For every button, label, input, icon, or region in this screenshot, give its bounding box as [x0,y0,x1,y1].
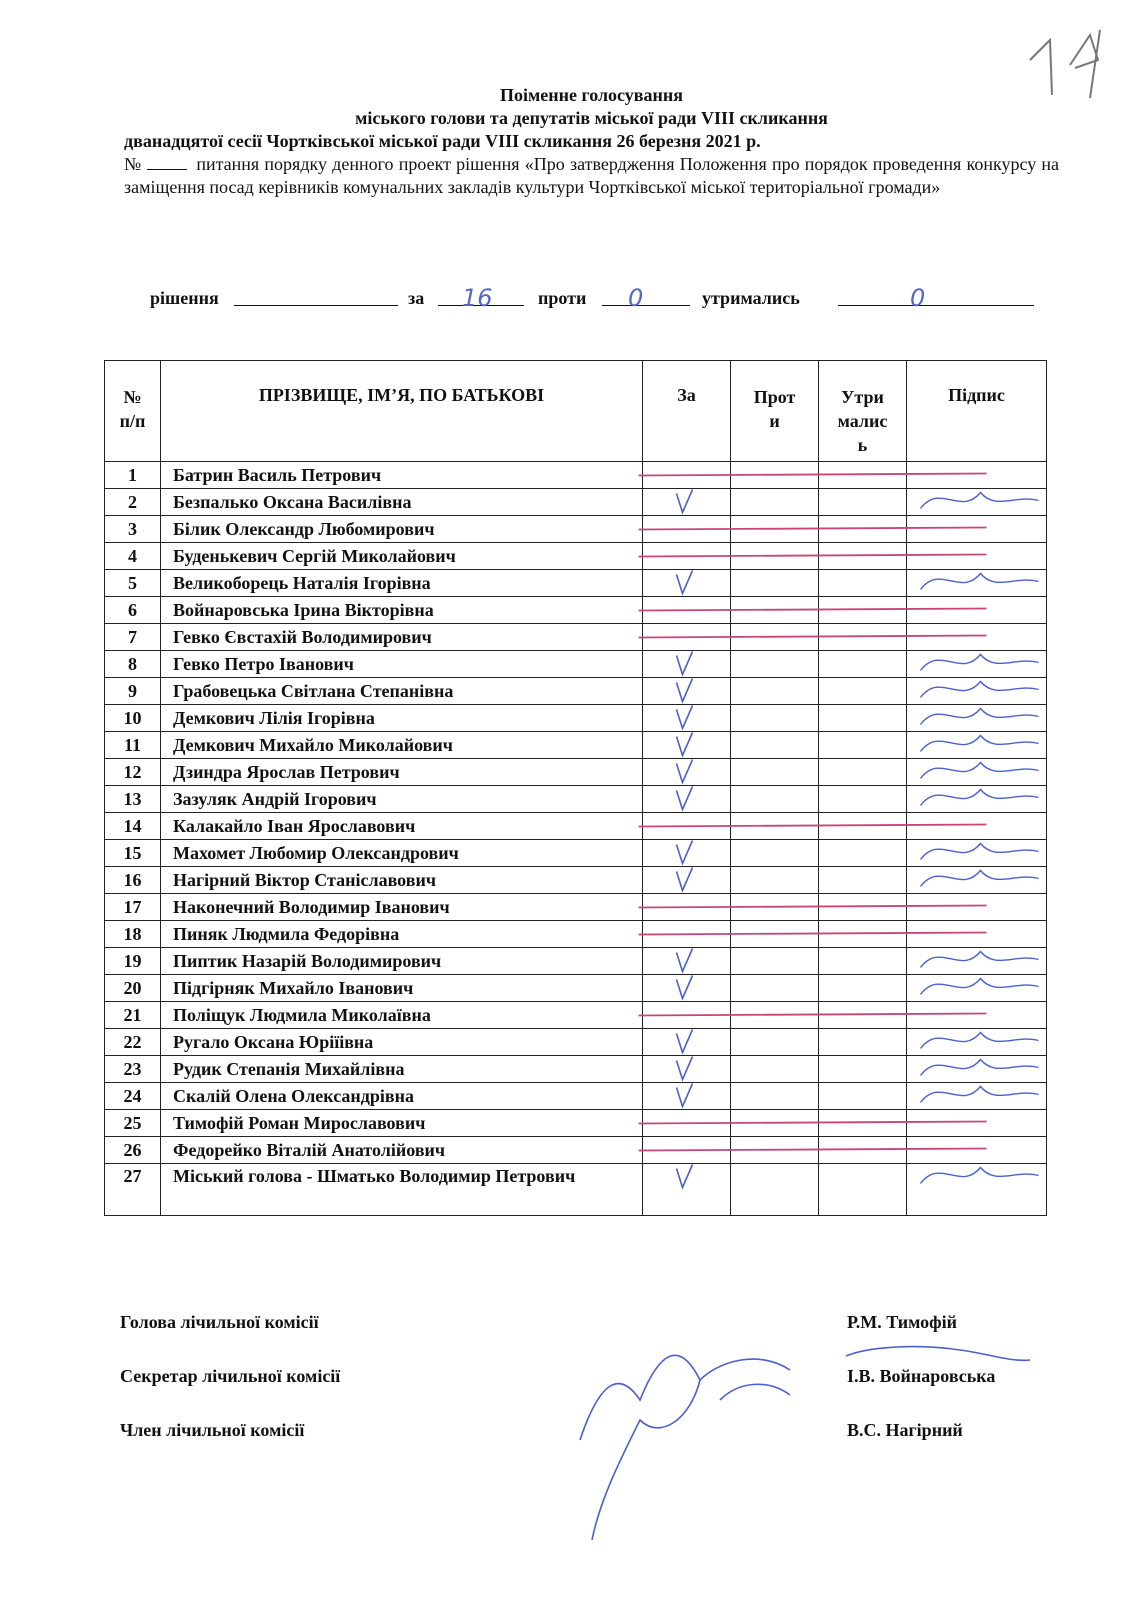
row-number-cell: 8 [105,651,161,678]
row-name-cell: Нагірний Віктор Станіславович [161,867,643,894]
row-for-cell [643,597,731,624]
row-number-cell: 25 [105,1110,161,1137]
row-name-cell: Демкович Лілія Ігорівна [161,705,643,732]
row-for-cell [643,651,731,678]
row-name-cell: Пиптик Назарій Володимирович [161,948,643,975]
row-name-cell: Буденькевич Сергій Миколайович [161,543,643,570]
row-against-cell [731,678,819,705]
row-abstained-cell [819,840,907,867]
row-abstained-cell [819,462,907,489]
row-for-cell [643,516,731,543]
abstained-blank [838,304,1034,306]
row-number-cell: 2 [105,489,161,516]
row-for-cell [643,1137,731,1164]
row-name-cell: Дзиндра Ярослав Петрович [161,759,643,786]
row-number-cell: 7 [105,624,161,651]
row-signature-cell [907,975,1047,1002]
row-abstained-cell [819,732,907,759]
row-number-cell: 14 [105,813,161,840]
table-row [105,867,1047,894]
table-row [105,1137,1047,1164]
row-signature-cell [907,1056,1047,1083]
row-number-cell: 26 [105,1137,161,1164]
row-signature-cell [907,516,1047,543]
table-row [105,1110,1047,1137]
row-number-cell: 21 [105,1002,161,1029]
row-name-cell: Войнаровська Ірина Вікторівна [161,597,643,624]
header-session: дванадцятої сесії Чортківської міської ради VIII скликання 26 березня 2021 р. [124,131,761,151]
row-name-cell: Поліщук Людмила Миколаївна [161,1002,643,1029]
table-row [105,975,1047,1002]
row-number-cell: 13 [105,786,161,813]
row-for-cell [643,1164,731,1216]
row-number-cell: 24 [105,1083,161,1110]
row-number-cell: 3 [105,516,161,543]
row-abstained-cell [819,867,907,894]
row-number-cell: 11 [105,732,161,759]
row-against-cell [731,651,819,678]
row-for-cell [643,543,731,570]
table-row [105,570,1047,597]
row-for-cell [643,894,731,921]
secretary-name: І.В. Войнаровська [847,1366,996,1386]
row-name-cell: Білик Олександр Любомирович [161,516,643,543]
row-for-cell [643,786,731,813]
row-against-cell [731,1002,819,1029]
row-against-cell [731,1083,819,1110]
row-abstained-cell [819,786,907,813]
row-signature-cell [907,813,1047,840]
row-for-cell [643,975,731,1002]
row-signature-cell [907,1164,1047,1216]
row-signature-cell [907,651,1047,678]
row-abstained-cell [819,921,907,948]
row-signature-cell [907,678,1047,705]
row-for-cell [643,678,731,705]
row-signature-cell [907,921,1047,948]
row-signature-cell [907,624,1047,651]
row-name-cell: Калакайло Іван Ярославович [161,813,643,840]
row-abstained-cell [819,1083,907,1110]
table-row [105,1056,1047,1083]
row-signature-cell [907,1002,1047,1029]
row-signature-cell [907,597,1047,624]
row-name-cell: Зазуляк Андрій Ігорович [161,786,643,813]
row-name-cell: Скалій Олена Олександрівна [161,1083,643,1110]
row-abstained-cell [819,894,907,921]
footer-signature-scribble-3 [846,1347,1030,1361]
row-for-cell [643,570,731,597]
row-signature-cell [907,786,1047,813]
row-for-cell [643,840,731,867]
table-row [105,948,1047,975]
row-number-cell: 17 [105,894,161,921]
row-number-cell: 18 [105,921,161,948]
row-signature-cell [907,948,1047,975]
table-row [105,786,1047,813]
row-for-cell [643,489,731,516]
table-header-row [105,361,1047,462]
row-signature-cell [907,1029,1047,1056]
table-row [105,840,1047,867]
row-against-cell [731,597,819,624]
row-against-cell [731,921,819,948]
row-for-cell [643,921,731,948]
row-abstained-cell [819,759,907,786]
row-for-cell [643,1029,731,1056]
row-against-cell [731,543,819,570]
against-label: проти [538,288,587,308]
row-number-cell: 22 [105,1029,161,1056]
row-against-cell [731,1164,819,1216]
table-row [105,624,1047,651]
for-count-handwritten: 16 [462,284,493,312]
question-number-blank [147,155,187,170]
table-row [105,894,1047,921]
row-number-cell: 16 [105,867,161,894]
row-number-cell: 27 [105,1164,161,1216]
table-row [105,516,1047,543]
row-against-cell [731,759,819,786]
row-name-cell: Великоборець Наталія Ігорівна [161,570,643,597]
row-against-cell [731,894,819,921]
row-abstained-cell [819,1029,907,1056]
row-signature-cell [907,732,1047,759]
row-name-cell: Демкович Михайло Миколайович [161,732,643,759]
row-name-cell: Ругало Оксана Юріїівна [161,1029,643,1056]
table-row [105,813,1047,840]
row-name-cell: Рудик Степанія Михайлівна [161,1056,643,1083]
table-row [105,1002,1047,1029]
row-name-cell: Пиняк Людмила Федорівна [161,921,643,948]
abstained-label: утримались [702,288,800,308]
table-row [105,1029,1047,1056]
row-abstained-cell [819,516,907,543]
row-for-cell [643,705,731,732]
table-row [105,759,1047,786]
col-header-signature: Підпис [907,361,1047,462]
row-number-cell: 6 [105,597,161,624]
vote-result-line [150,284,1040,314]
against-count-handwritten: 0 [628,284,644,312]
row-signature-cell [907,489,1047,516]
row-against-cell [731,705,819,732]
row-against-cell [731,840,819,867]
question-number-label: № [124,154,142,174]
row-abstained-cell [819,570,907,597]
table-row [105,597,1047,624]
row-signature-cell [907,759,1047,786]
row-signature-cell [907,462,1047,489]
table-row [105,543,1047,570]
row-against-cell [731,813,819,840]
row-name-cell: Наконечний Володимир Іванович [161,894,643,921]
row-against-cell [731,1137,819,1164]
abstained-count-handwritten: 0 [910,284,926,312]
row-name-cell: Грабовецька Світлана Степанівна [161,678,643,705]
table-row [105,732,1047,759]
row-abstained-cell [819,948,907,975]
agenda-question [124,153,1059,199]
member-name: В.С. Нагірний [847,1420,963,1440]
row-number-cell: 10 [105,705,161,732]
row-signature-cell [907,1083,1047,1110]
row-against-cell [731,1110,819,1137]
row-number-cell: 4 [105,543,161,570]
row-against-cell [731,462,819,489]
row-name-cell: Махомет Любомир Олександрович [161,840,643,867]
row-number-cell: 12 [105,759,161,786]
row-for-cell [643,1110,731,1137]
row-abstained-cell [819,975,907,1002]
row-abstained-cell [819,705,907,732]
row-signature-cell [907,543,1047,570]
row-for-cell [643,732,731,759]
table-row [105,1083,1047,1110]
row-for-cell [643,867,731,894]
row-against-cell [731,975,819,1002]
row-against-cell [731,489,819,516]
col-header-num: № п/п [105,361,161,462]
row-for-cell [643,1002,731,1029]
row-number-cell: 20 [105,975,161,1002]
row-abstained-cell [819,1056,907,1083]
table-row [105,651,1047,678]
row-name-cell: Безпалько Оксана Василівна [161,489,643,516]
col-header-against: Прот и [731,361,819,462]
row-against-cell [731,624,819,651]
table-body [105,462,1047,1216]
table-row [105,705,1047,732]
col-header-abstained: Утри малис ь [819,361,907,462]
document-header [124,84,1059,199]
row-signature-cell [907,1110,1047,1137]
row-for-cell [643,759,731,786]
decision-blank [234,304,398,306]
row-for-cell [643,948,731,975]
row-name-cell: Підгірняк Михайло Іванович [161,975,643,1002]
row-for-cell [643,624,731,651]
row-against-cell [731,786,819,813]
row-name-cell: Батрин Василь Петрович [161,462,643,489]
chair-name: Р.М. Тимофій [847,1312,958,1332]
row-abstained-cell [819,1137,907,1164]
footer-signature-scribble [580,1355,700,1540]
row-against-cell [731,732,819,759]
row-name-cell: Федорейко Віталій Анатолійович [161,1137,643,1164]
row-abstained-cell [819,813,907,840]
row-signature-cell [907,840,1047,867]
table-row [105,921,1047,948]
table-row [105,462,1047,489]
row-abstained-cell [819,624,907,651]
against-blank [602,304,690,306]
row-abstained-cell [819,543,907,570]
row-for-cell [643,813,731,840]
roll-call-table [104,360,1047,1216]
row-number-cell: 15 [105,840,161,867]
row-abstained-cell [819,597,907,624]
row-against-cell [731,516,819,543]
table-row [105,678,1047,705]
header-title: Поіменне голосування [499,85,684,105]
decision-label: рішення [150,288,219,308]
row-against-cell [731,1029,819,1056]
chair-role: Голова лічильної комісії [120,1312,319,1332]
row-number-cell: 1 [105,462,161,489]
row-number-cell: 5 [105,570,161,597]
row-name-cell: Тимофій Роман Мирославович [161,1110,643,1137]
row-number-cell: 9 [105,678,161,705]
row-against-cell [731,1056,819,1083]
row-against-cell [731,948,819,975]
member-role: Член лічильної комісії [120,1420,305,1440]
row-against-cell [731,867,819,894]
col-header-name: ПРІЗВИЩЕ, ІМ’Я, ПО БАТЬКОВІ [161,361,643,462]
row-name-cell: Міський голова - Шматько Володимир Петрович [161,1164,643,1216]
row-name-cell: Гевко Петро Іванович [161,651,643,678]
table-row [105,489,1047,516]
table-row [105,1164,1047,1216]
row-number-cell: 23 [105,1056,161,1083]
row-number-cell: 19 [105,948,161,975]
row-signature-cell [907,1137,1047,1164]
row-abstained-cell [819,489,907,516]
row-signature-cell [907,894,1047,921]
row-against-cell [731,570,819,597]
row-signature-cell [907,570,1047,597]
question-text: питання порядку денного проект рішення «Про затвердження Положення про порядок проведення конкурсу на заміщення посад керівників комунальних закладів культури Чортківської міської територіальної громади» [124,154,1060,197]
header-subtitle: міського голови та депутатів міської ради VIII скликання [355,108,828,128]
row-abstained-cell [819,1164,907,1216]
secretary-role: Секретар лічильної комісії [120,1366,341,1386]
row-for-cell [643,1083,731,1110]
row-for-cell [643,1056,731,1083]
row-abstained-cell [819,1110,907,1137]
row-abstained-cell [819,678,907,705]
row-name-cell: Гевко Євстахій Володимирович [161,624,643,651]
row-signature-cell [907,867,1047,894]
row-abstained-cell [819,1002,907,1029]
row-for-cell [643,462,731,489]
footer-signature-scribble-2 [700,1359,790,1400]
col-header-for: За [643,361,731,462]
row-signature-cell [907,705,1047,732]
for-label: за [408,288,425,308]
row-abstained-cell [819,651,907,678]
